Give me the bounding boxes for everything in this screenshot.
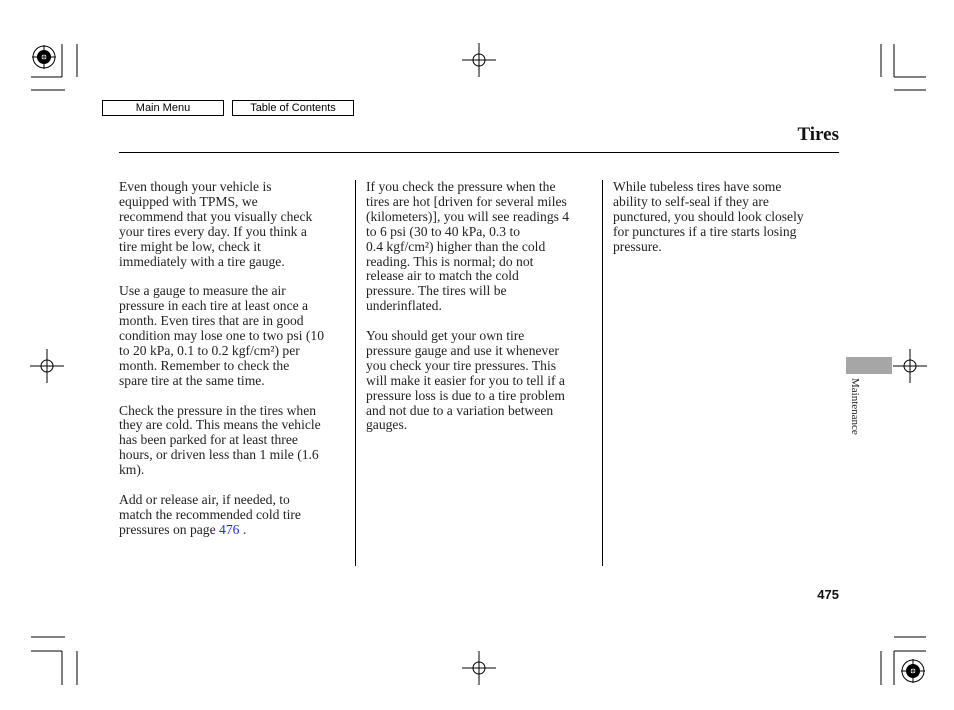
- paragraph: Use a gauge to measure the air pressure in each tire at least once a month. Even tires that are in good condition may lose one to two psi (10 to 20 kPa, 0.1 to 0.2 kgf/cm²) per month. Remember to check the spare tire at the same time.: [119, 283, 325, 388]
- page-number: 475: [817, 587, 839, 602]
- table-of-contents-button[interactable]: Table of Contents: [232, 100, 354, 116]
- paragraph: Check the pressure in the tires when they are cold. This means the vehicle has been parked for at least three hours, or driven less than 1 mile (1.6 km).: [119, 402, 321, 478]
- paragraph: You should get your own tire pressure gauge and use it whenever you check your tire pressures. This will make it easier for you to tell if a pressure loss is due to a tire problem and not due to a variation between gauges.: [366, 328, 565, 433]
- paragraph: While tubeless tires have some ability to self-seal if they are punctured, you should look closely for punctures if a tire starts losing pressure.: [613, 179, 804, 254]
- section-tab-label: Maintenance: [849, 378, 861, 435]
- column-divider: [355, 180, 356, 566]
- page-476-link[interactable]: 476: [219, 521, 240, 537]
- title-divider: [119, 152, 839, 153]
- column-1: [119, 180, 351, 553]
- column-2: [366, 180, 598, 448]
- column-3: [613, 180, 841, 269]
- main-menu-button[interactable]: Main Menu: [102, 100, 224, 116]
- section-tab: [846, 357, 892, 374]
- paragraph: Add or release air, if needed, to match the recommended cold tire pressures on page 476 .: [119, 491, 301, 537]
- paragraph: Even though your vehicle is equipped with TPMS, we recommend that you visually check your tires every day. If you think a tire might be low, check it immediately with a tire gauge.: [119, 179, 313, 269]
- column-divider: [602, 180, 603, 566]
- paragraph: If you check the pressure when the tires are hot [driven for several miles (kilometers)], you will see readings 4 to 6 psi (30 to 40 kPa, 0.3 to 0.4 kgf/cm²) higher than the cold reading. This is normal; do not release air to match the cold pressure. The tires will be underinflated.: [366, 179, 570, 314]
- page-title: Tires: [797, 124, 839, 145]
